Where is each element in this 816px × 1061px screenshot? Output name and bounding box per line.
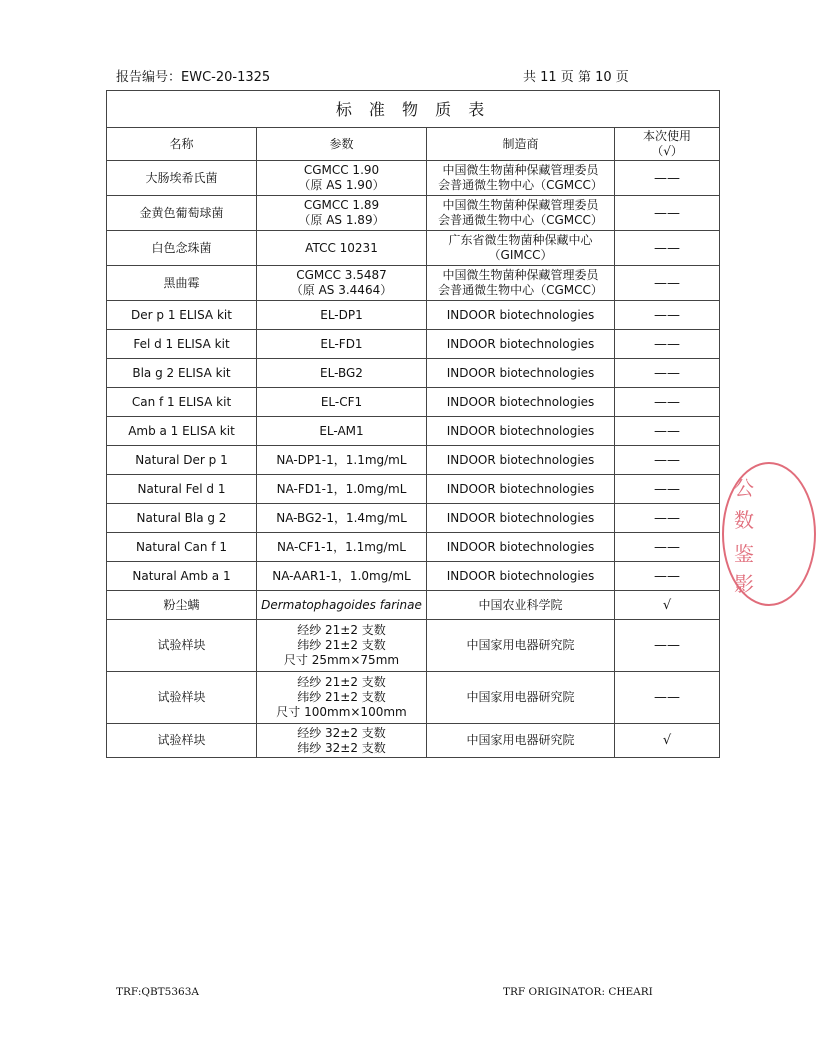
cell-name: Der p 1 ELISA kit [107, 301, 257, 330]
param-line: NA-DP1-1，1.1mg/mL [276, 452, 407, 467]
cell-params [257, 359, 427, 388]
cell-use: —— [615, 504, 720, 533]
maker-line: 中国农业科学院 [478, 597, 563, 612]
cell-name: Can f 1 ELISA kit [107, 388, 257, 417]
table-row [107, 446, 720, 475]
table-row [107, 266, 720, 301]
cell-params [257, 266, 427, 301]
maker-line: INDOOR biotechnologies [446, 510, 595, 525]
cell-params [257, 504, 427, 533]
maker-line: 中国微生物菌种保藏管理委员 [442, 163, 599, 177]
table-row [107, 161, 720, 196]
cell-params [257, 301, 427, 330]
cell-name: Natural Der p 1 [107, 446, 257, 475]
table-title: 标 准 物 质 表 [107, 91, 720, 128]
table-row [107, 417, 720, 446]
param-line: EL-FD1 [320, 336, 363, 351]
maker-line: 会普通微生物中心（CGMCC） [438, 283, 603, 297]
cell-maker [427, 446, 615, 475]
cell-name: Amb a 1 ELISA kit [107, 417, 257, 446]
table-row [107, 591, 720, 620]
cell-use: √ [615, 591, 720, 620]
cell-use: —— [615, 359, 720, 388]
maker-line: INDOOR biotechnologies [446, 423, 595, 438]
cell-params [257, 672, 427, 724]
cell-params [257, 330, 427, 359]
maker-line: （GIMCC） [488, 248, 553, 262]
table-row [107, 475, 720, 504]
cell-params [257, 417, 427, 446]
cell-use: —— [615, 301, 720, 330]
cell-name: 试验样块 [107, 620, 257, 672]
cell-params [257, 475, 427, 504]
cell-use: —— [615, 196, 720, 231]
reference-material-table [106, 90, 720, 758]
seal-char: 鉴 [734, 542, 754, 566]
param-line: （原 AS 1.89） [298, 213, 385, 227]
table-row [107, 724, 720, 758]
param-line: ATCC 10231 [305, 240, 378, 255]
cell-params [257, 446, 427, 475]
cell-maker [427, 417, 615, 446]
param-line: NA-AAR1-1，1.0mg/mL [272, 568, 411, 583]
param-line: EL-CF1 [320, 394, 363, 409]
maker-line: INDOOR biotechnologies [446, 394, 595, 409]
maker-line: 中国家用电器研究院 [466, 733, 575, 747]
cell-use: —— [615, 388, 720, 417]
param-line: EL-DP1 [320, 307, 363, 322]
cell-maker [427, 330, 615, 359]
column-header-params: 参数 [257, 128, 427, 161]
maker-line: 中国家用电器研究院 [466, 690, 575, 704]
seal-char: 影 [734, 572, 754, 596]
cell-use: —— [615, 562, 720, 591]
official-seal [722, 462, 816, 606]
cell-maker [427, 724, 615, 758]
cell-params [257, 724, 427, 758]
cell-use: —— [615, 266, 720, 301]
cell-name: Fel d 1 ELISA kit [107, 330, 257, 359]
cell-maker [427, 301, 615, 330]
cell-maker [427, 475, 615, 504]
cell-name: 粉尘螨 [107, 591, 257, 620]
cell-maker [427, 672, 615, 724]
maker-line: INDOOR biotechnologies [446, 307, 595, 322]
param-line: EL-BG2 [320, 365, 363, 380]
cell-name: Natural Fel d 1 [107, 475, 257, 504]
cell-name: 金黄色葡萄球菌 [107, 196, 257, 231]
footer-originator: TRF ORIGINATOR: CHEARI [503, 986, 653, 998]
maker-line: 中国家用电器研究院 [466, 638, 575, 652]
table-row [107, 388, 720, 417]
cell-maker [427, 388, 615, 417]
cell-params [257, 591, 427, 620]
cell-name: Natural Can f 1 [107, 533, 257, 562]
cell-params [257, 231, 427, 266]
column-header-use [615, 128, 720, 161]
cell-name: Natural Amb a 1 [107, 562, 257, 591]
cell-params [257, 562, 427, 591]
cell-params [257, 161, 427, 196]
seal-char: 公 [734, 476, 754, 500]
table-row [107, 231, 720, 266]
param-line: NA-BG2-1，1.4mg/mL [276, 510, 407, 525]
footer-trf: TRF:QBT5363A [116, 986, 199, 998]
cell-params [257, 620, 427, 672]
cell-use: —— [615, 161, 720, 196]
param-line: 经纱 32±2 支数 [297, 725, 386, 740]
cell-name: Natural Bla g 2 [107, 504, 257, 533]
maker-line: INDOOR biotechnologies [446, 336, 595, 351]
cell-name: 白色念珠菌 [107, 231, 257, 266]
param-line: 纬纱 21±2 支数 [297, 638, 386, 652]
cell-use: —— [615, 620, 720, 672]
cell-use: —— [615, 672, 720, 724]
param-line: CGMCC 3.5487 [296, 268, 387, 282]
table-body [107, 161, 720, 758]
table-row [107, 620, 720, 672]
table-row [107, 359, 720, 388]
cell-use: —— [615, 417, 720, 446]
maker-line: 中国微生物菌种保藏管理委员 [442, 268, 599, 282]
cell-maker [427, 620, 615, 672]
cell-name: Bla g 2 ELISA kit [107, 359, 257, 388]
maker-line: 广东省微生物菌种保藏中心 [448, 233, 593, 247]
cell-use: √ [615, 724, 720, 758]
table-row [107, 330, 720, 359]
param-line: EL-AM1 [319, 423, 364, 438]
maker-line: 会普通微生物中心（CGMCC） [438, 178, 603, 192]
cell-maker [427, 533, 615, 562]
cell-name: 大肠埃希氏菌 [107, 161, 257, 196]
table-row [107, 301, 720, 330]
cell-maker [427, 161, 615, 196]
seal-char: 数 [734, 508, 754, 532]
maker-line: INDOOR biotechnologies [446, 539, 595, 554]
table-row [107, 562, 720, 591]
cell-use: —— [615, 231, 720, 266]
table-row [107, 504, 720, 533]
param-line: 尺寸 25mm×75mm [283, 653, 400, 667]
column-header-name: 名称 [107, 128, 257, 161]
maker-line: 中国微生物菌种保藏管理委员 [442, 198, 599, 212]
param-line: CGMCC 1.89 [303, 198, 380, 212]
cell-maker [427, 266, 615, 301]
cell-maker [427, 359, 615, 388]
cell-use: —— [615, 533, 720, 562]
maker-line: INDOOR biotechnologies [446, 568, 595, 583]
param-line: NA-FD1-1，1.0mg/mL [276, 481, 407, 496]
maker-line: INDOOR biotechnologies [446, 481, 595, 496]
param-line: 纬纱 32±2 支数 [297, 740, 386, 755]
column-header-use-line2: （√） [651, 144, 683, 158]
cell-params [257, 388, 427, 417]
cell-maker [427, 231, 615, 266]
cell-name: 试验样块 [107, 724, 257, 758]
cell-name: 试验样块 [107, 672, 257, 724]
table-row [107, 672, 720, 724]
param-line: 纬纱 21±2 支数 [297, 690, 386, 704]
param-line: 尺寸 100mm×100mm [276, 705, 407, 719]
param-line: 经纱 21±2 支数 [297, 623, 386, 637]
column-header-use-line1: 本次使用 [643, 129, 692, 143]
cell-maker [427, 504, 615, 533]
cell-params [257, 196, 427, 231]
param-line: （原 AS 1.90） [298, 178, 385, 192]
page-info: 共 11 页 第 10 页 [523, 70, 629, 85]
cell-params [257, 533, 427, 562]
cell-name: 黑曲霉 [107, 266, 257, 301]
maker-line: 会普通微生物中心（CGMCC） [438, 213, 603, 227]
report-number: 报告编号：EWC-20-1325 [116, 70, 271, 85]
cell-maker [427, 562, 615, 591]
param-line: Dermatophagoides farinae [261, 597, 422, 612]
param-line: NA-CF1-1，1.1mg/mL [277, 539, 406, 554]
table-row [107, 196, 720, 231]
cell-maker [427, 196, 615, 231]
maker-line: INDOOR biotechnologies [446, 365, 595, 380]
maker-line: INDOOR biotechnologies [446, 452, 595, 467]
table-row [107, 533, 720, 562]
param-line: CGMCC 1.90 [303, 163, 380, 177]
column-header-row [107, 128, 720, 161]
param-line: （原 AS 3.4464） [290, 283, 393, 297]
cell-use: —— [615, 446, 720, 475]
cell-use: —— [615, 475, 720, 504]
column-header-maker: 制造商 [427, 128, 615, 161]
cell-maker [427, 591, 615, 620]
param-line: 经纱 21±2 支数 [297, 675, 386, 689]
cell-use: —— [615, 330, 720, 359]
